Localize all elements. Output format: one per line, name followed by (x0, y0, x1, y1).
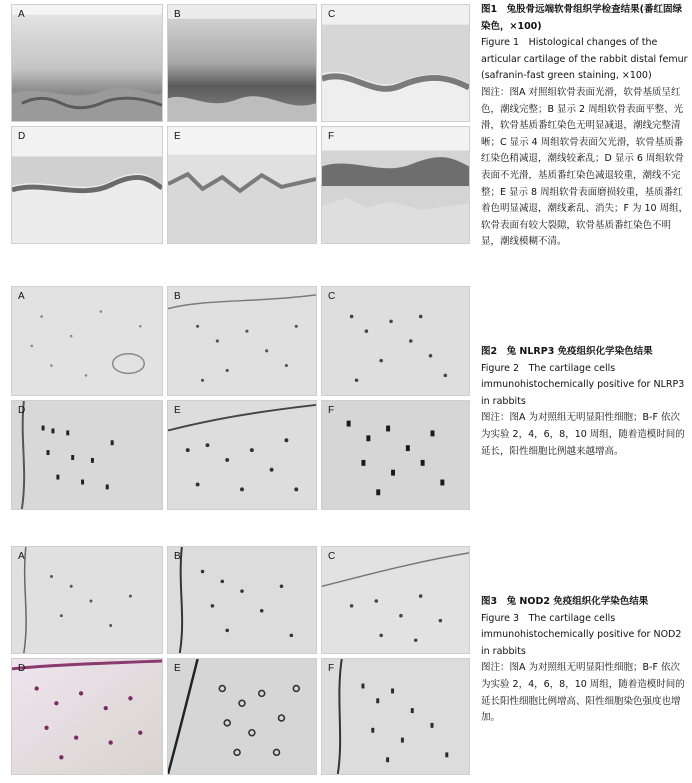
fig1-panel-f (321, 126, 470, 244)
ihc-image (168, 287, 316, 395)
figure-3-note: 图注：图A 为对照组无明显阳性细胞；B-F 依次为实验 2，4，6，8，10 周组，随着造模时间的延长阳性细胞比例增高、阳性细胞染色强度也增加。 (481, 662, 685, 724)
figure-3-caption (481, 594, 689, 727)
ihc-image (168, 547, 316, 653)
ihc-image (12, 401, 162, 509)
panel-label: D (18, 663, 26, 674)
panel-label: A (18, 551, 25, 562)
fig2-panel-b (167, 286, 317, 396)
ihc-image (322, 401, 469, 509)
ihc-image (12, 287, 162, 395)
histology-image (12, 127, 162, 243)
histology-image (12, 5, 162, 121)
ihc-image (12, 547, 162, 653)
fig3-panel-d (11, 658, 163, 775)
figure-2-title-cn: 图2 兔 NLRP3 免疫组织化学染色结果 (481, 346, 653, 357)
panel-label: C (328, 291, 336, 302)
panel-label: E (174, 663, 181, 674)
fig1-panel-d (11, 126, 163, 244)
fig1-panel-c (321, 4, 470, 122)
ihc-image (322, 287, 469, 395)
ihc-image (322, 547, 469, 653)
fig2-panel-f (321, 400, 470, 510)
fig1-panel-a (11, 4, 163, 122)
fig2-panel-d (11, 400, 163, 510)
fig3-panel-f (321, 658, 470, 775)
figure-1-note: 图注：图A 对照组软骨表面光滑，软骨基质呈红色，潮线完整；B 显示 2 周组软骨表面平整、光滑，软骨基质番红染色无明显减退，潮线完整清晰；C 显示 4 周组软骨表面欠光滑，软骨基质番红染色稍减退，潮线较紊乱；D 显示 6 周组软骨表面不光滑，基质番红染色减退较重，潮线不完整；E 显示 8 周组软骨表面磨损较重，基质番红着色明显减退，潮线紊乱、消失；F 为 10 周组，软骨表面有较大裂隙，软骨基质番红染色不明显，潮线模糊不清。 (481, 86, 689, 248)
histology-image (168, 5, 316, 121)
figure-2-caption (481, 344, 689, 460)
ihc-image (168, 659, 316, 774)
fig3-panel-a (11, 546, 163, 654)
fig2-panel-c (321, 286, 470, 396)
panel-label: C (328, 9, 336, 20)
fig3-panel-c (321, 546, 470, 654)
figure-3-title-cn: 图3 兔 NOD2 免疫组织化学染色结果 (481, 596, 649, 607)
figure-1-caption (481, 2, 689, 251)
ihc-image (322, 659, 469, 774)
fig3-panel-b (167, 546, 317, 654)
panel-label: F (328, 663, 335, 674)
panel-label: D (18, 131, 26, 142)
fig1-panel-b (167, 4, 317, 122)
fig2-panel-a (11, 286, 163, 396)
ihc-image (168, 401, 316, 509)
figure-2-note: 图注：图A 为对照组无明显阳性细胞；B-F 依次为实验 2，4，6，8，10 周组，随着造模时间的延长，阳性细胞比例越来越增高。 (481, 412, 685, 457)
panel-label: E (174, 405, 181, 416)
fig2-panel-e (167, 400, 317, 510)
panel-label: A (18, 9, 25, 20)
histology-image (168, 127, 316, 243)
histology-image (322, 5, 469, 121)
panel-label: F (328, 131, 335, 142)
panel-label: F (328, 405, 335, 416)
panel-label: A (18, 291, 25, 302)
figure-1-title-cn: 图1 兔股骨远端软骨组织学检查结果(番红固绿染色，×100) (481, 4, 682, 32)
fig1-panel-e (167, 126, 317, 244)
panel-label: E (174, 131, 181, 142)
figure-2-title-en: Figure 2 The cartilage cells immunohistochemically positive for NLRP3 in rabbits (481, 362, 685, 407)
panel-label: B (174, 551, 181, 562)
figure-3-title-en: Figure 3 The cartilage cells immunohistochemically positive for NOD2 in rabbits (481, 612, 682, 657)
panel-label: B (174, 291, 181, 302)
panel-label: B (174, 9, 181, 20)
fig3-panel-e (167, 658, 317, 775)
ihc-image (12, 659, 162, 774)
panel-label: C (328, 551, 336, 562)
histology-image (322, 127, 469, 243)
panel-label: D (18, 405, 26, 416)
figure-1-title-en: Figure 1 Histological changes of the articular cartilage of the rabbit distal femur (safranin-fast green staining, ×100) (481, 37, 688, 82)
